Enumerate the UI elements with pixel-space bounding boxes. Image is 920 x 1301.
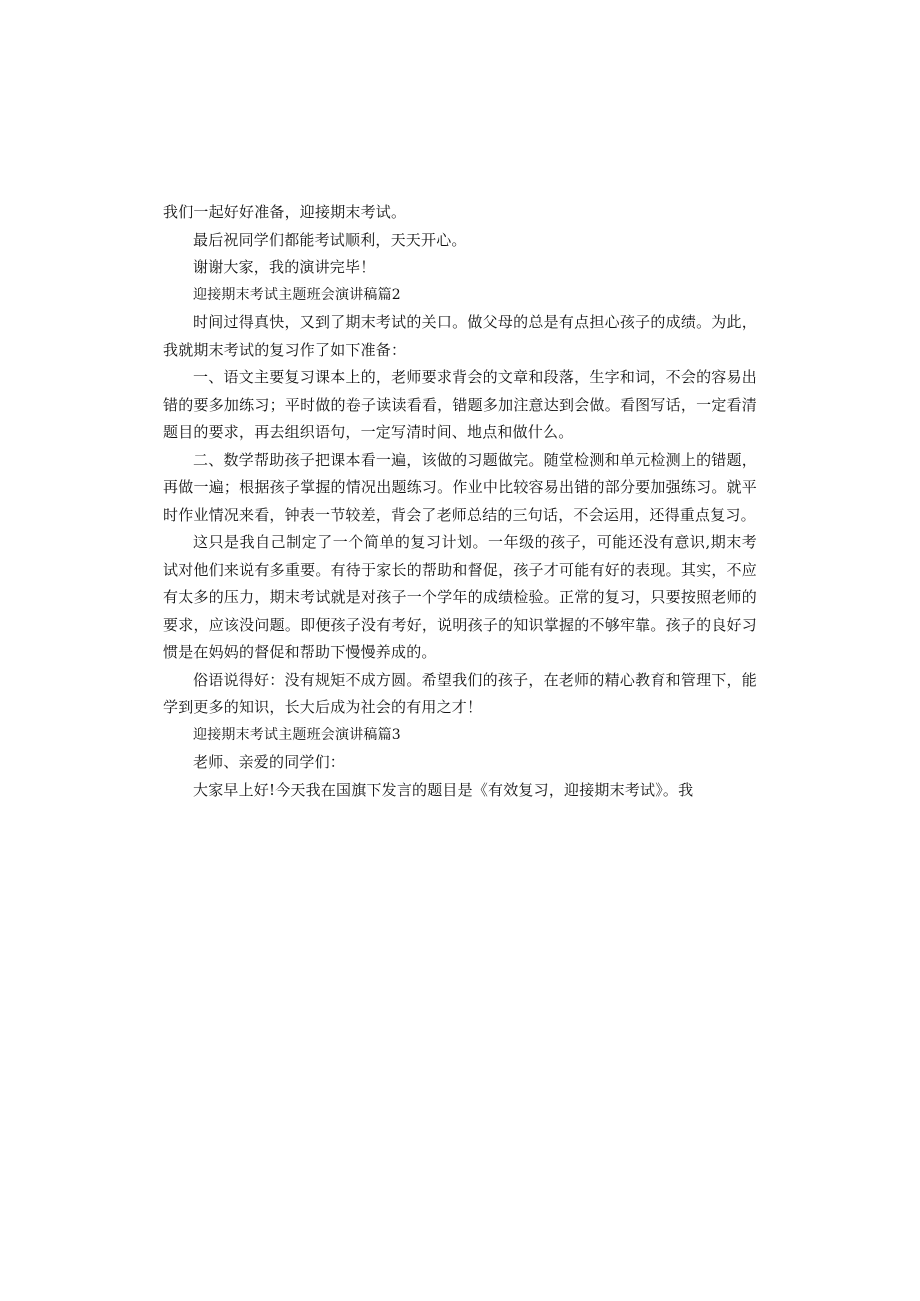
paragraph-thanks: 谢谢大家，我的演讲完毕！	[193, 258, 376, 276]
paragraph-opening: 大家早上好!今天我在国旗下发言的题目是《有效复习，迎接期末考试》。我	[193, 780, 694, 799]
paragraph-plan: 这只是我自己制定了一个简单的复习计划。一年级的孩子，可能还没有意识,期末考试对他们来说有多重要。有待于家长的帮助和督促，孩子才可能有好的表现。其实，不应有太多的压力，期末考试就是对孩子一个学年的成绩检验。正常的复习，只要按照老师的要求，应该没问题。即便孩子没有考好，说明孩子的知识掌握的不够牢靠。孩子的良好习惯是在妈妈的督促和帮助下慢慢养成的。	[163, 533, 757, 661]
paragraph-continuation: 我们一起好好准备，迎接期末考试。	[163, 203, 407, 221]
paragraph-proverb: 俗语说得好：没有规矩不成方圆。希望我们的孩子，在老师的精心教育和管理下，能学到更多的知识，长大后成为社会的有用之才！	[163, 670, 757, 716]
paragraph-intro: 时间过得真快，又到了期末考试的关口。做父母的总是有点担心孩子的成绩。为此，我就期末考试的复习作了如下准备：	[163, 313, 757, 359]
paragraph-greeting: 老师、亲爱的同学们：	[193, 753, 346, 771]
section-title-3: 迎接期末考试主题班会演讲稿篇3	[193, 726, 401, 743]
paragraph-math: 二、数学帮助孩子把课本看一遍，该做的习题做完。随堂检测和单元检测上的错题，再做一遍；根据孩子掌握的情况出题练习。作业中比较容易出错的部分要加强练习。就平时作业情况来看，钟表一节较差，背会了老师总结的三句话，不会运用，还得重点复习。	[163, 450, 757, 524]
paragraph-chinese: 一、语文主要复习课本上的，老师要求背会的文章和段落，生字和词，不会的容易出错的要多加练习；平时做的卷子读读看看，错题多加注意达到会做。看图写话，一定看清题目的要求，再去组织语句，一定写清时间、地点和做什么。	[163, 368, 757, 441]
section-title-2: 迎接期末考试主题班会演讲稿篇2	[193, 286, 401, 303]
paragraph-wishes: 最后祝同学们都能考试顺利，天天开心。	[193, 230, 467, 249]
document-page	[163, 199, 757, 804]
